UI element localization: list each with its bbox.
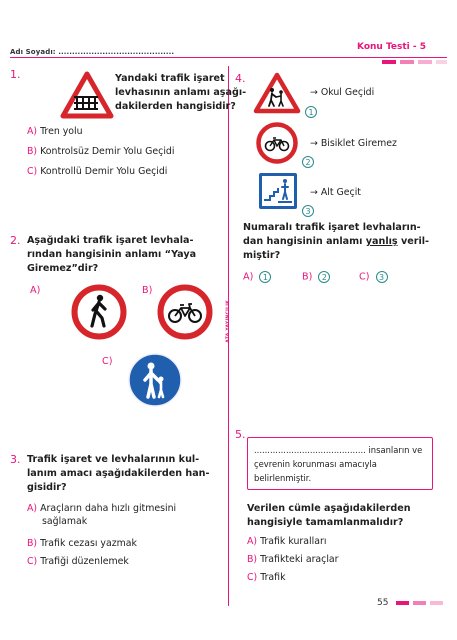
question-4-option-b[interactable]: B) 2 (302, 271, 330, 283)
sign-2-meaning: → Bisiklet Giremez (310, 138, 397, 149)
question-4-text: Numaralı trafik işaret levhaların- dan hangisinin anlamı yanlış veril- miştir? (243, 222, 430, 261)
publisher-label: ATA YAYINCILIK (226, 300, 231, 343)
question-5-text: Verilen cümle aşağıdakilerden hangisiyle tamamlanmalıdır? (247, 503, 411, 528)
header-decoration (400, 60, 414, 64)
footer-decoration (430, 601, 443, 605)
no-bicycles-sign-2-icon (256, 122, 298, 164)
no-bicycles-sign-icon[interactable] (157, 284, 213, 340)
page-number: 55 (377, 598, 389, 608)
question-1-option-b[interactable]: B) Kontrolsüz Demir Yolu Geçidi (27, 146, 175, 157)
question-1-option-c[interactable]: C) Kontrollü Demir Yolu Geçidi (27, 166, 168, 177)
railway-crossing-sign-icon (60, 71, 114, 119)
underpass-sign-icon (258, 172, 298, 210)
question-5-option-b[interactable]: B) Trafikteki araçlar (247, 554, 339, 565)
header-rule (10, 57, 447, 58)
footer-decoration (396, 601, 409, 605)
question-4-option-a[interactable]: A) 1 (243, 271, 271, 283)
sign-1-meaning: → Okul Geçidi (310, 87, 375, 98)
header-decoration (436, 60, 447, 64)
question-2-option-a-label[interactable]: A) (30, 285, 41, 296)
question-2-text: Aşağıdaki trafik işaret levhala- rından hangisinin anlamı “Yaya Giremez”dir? (27, 235, 197, 274)
pedestrian-path-sign-icon[interactable] (127, 352, 183, 408)
question-4-number: 4. (235, 72, 246, 85)
question-2-option-c-label[interactable]: C) (102, 356, 113, 367)
question-5-number: 5. (235, 428, 246, 441)
question-1-number: 1. (10, 68, 21, 81)
question-3-number: 3. (10, 453, 21, 466)
question-1-option-a[interactable]: A) Tren yolu (27, 126, 83, 137)
student-name-field: Adı Soyadı: .......................................... (10, 48, 175, 56)
sign-3-number: 3 (302, 205, 314, 217)
question-3-option-c[interactable]: C) Trafiği düzenlemek (27, 556, 129, 567)
test-title: Konu Testi - 5 (357, 42, 427, 52)
header-decoration (418, 60, 432, 64)
question-4-option-c[interactable]: C) 3 (359, 271, 388, 283)
no-pedestrians-sign-icon[interactable] (71, 284, 127, 340)
question-1-text: Yandaki trafik işaret levhasının anlamı aşağı- dakilerden hangisidir? (115, 73, 247, 112)
question-2-option-b-label[interactable]: B) (142, 285, 153, 296)
school-crossing-sign-icon (253, 72, 301, 114)
question-3-option-b[interactable]: B) Trafik cezası yazmak (27, 538, 137, 549)
sign-1-number: 1 (305, 106, 317, 118)
question-3-option-a[interactable]: A) Araçların daha hızlı gitmesini sağlamak (27, 503, 177, 527)
question-2-number: 2. (10, 234, 21, 247)
question-5-sentence-box: .......................................... insanların ve çevrenin korunması amacıyla belirlenmiştir. (247, 437, 433, 490)
question-5-option-c[interactable]: C) Trafik (247, 572, 286, 583)
question-3-text: Trafik işaret ve levhalarının kul- lanım amacı aşağıdakilerden han- gisidir? (27, 454, 210, 493)
footer-decoration (413, 601, 426, 605)
sign-2-number: 2 (302, 156, 314, 168)
header-decoration (382, 60, 396, 64)
question-5-option-a[interactable]: A) Trafik kuralları (247, 536, 327, 547)
sign-3-meaning: → Alt Geçit (310, 187, 361, 198)
